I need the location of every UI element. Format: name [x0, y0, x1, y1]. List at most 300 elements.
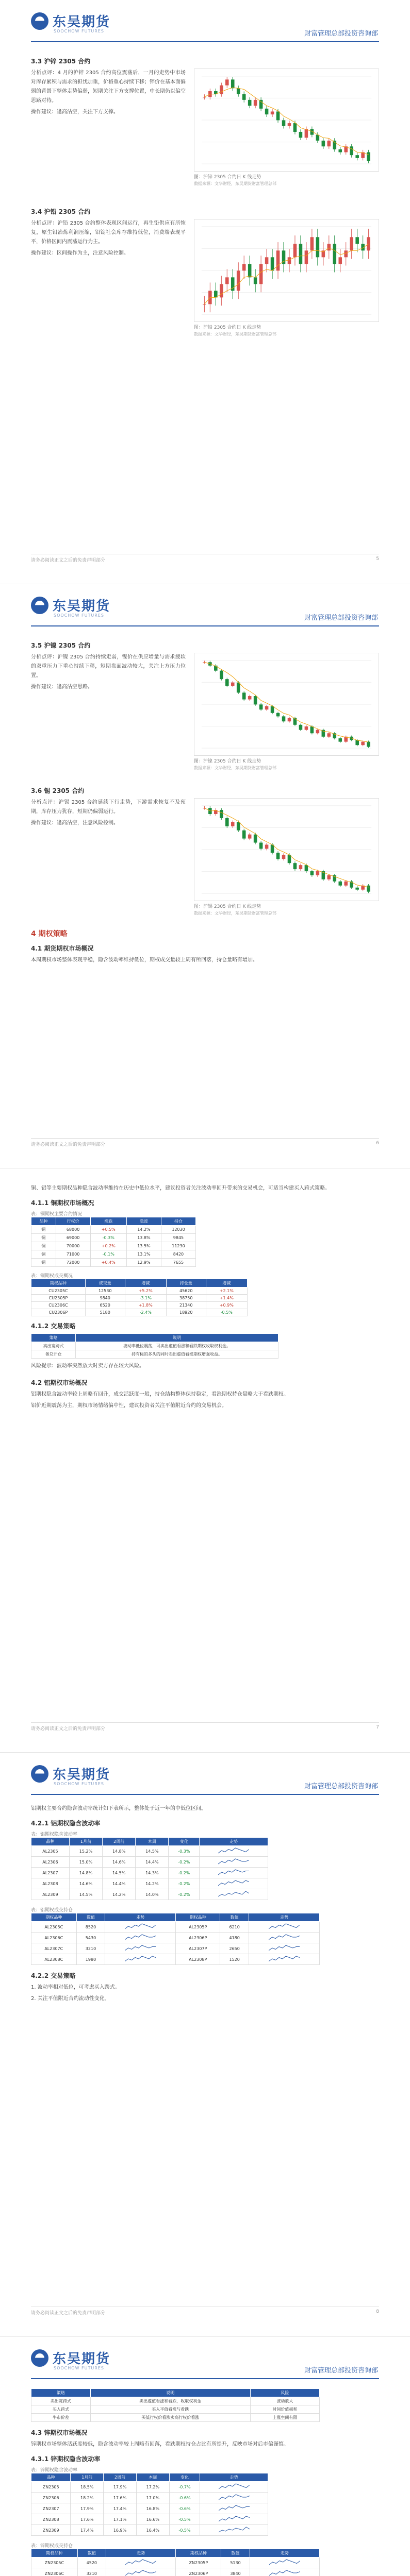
page-header: [0, 584, 410, 634]
sub-heading: 4.3 锌期权市场概况: [31, 2429, 88, 2436]
table-header-cell: 数值: [220, 1913, 249, 1922]
copper-options-table: [31, 1217, 196, 1267]
table-cell: 17.9%: [71, 2503, 104, 2514]
strategy-text: 操作建议：逢高沽空，注意风险控制。: [31, 820, 119, 826]
table-cell: AL2309: [31, 1889, 70, 1900]
sparkline: [269, 1955, 300, 1962]
table-row: [31, 2525, 268, 2536]
table-cell: -0.2%: [169, 1878, 200, 1889]
table-cell: 14.2%: [103, 1889, 136, 1900]
candle-body: [305, 726, 308, 730]
table-cell: 卖出宽跨式: [31, 1342, 76, 1350]
table-row: [31, 1954, 320, 1965]
table-row: [31, 1922, 320, 1933]
sparkline: [219, 2515, 250, 2522]
table-row: [31, 1350, 278, 1359]
sparkline: [269, 2558, 300, 2566]
table-cell: ZN2305C: [31, 2557, 78, 2568]
page-footer: [31, 554, 379, 563]
table-cell: 波动率低位震荡，可卖出虚值看涨和看跌期权收取权利金。: [75, 1342, 278, 1350]
sparkline: [125, 1944, 156, 1952]
table-cell: [200, 1868, 268, 1878]
table-header-cell: 品种: [31, 2473, 71, 2482]
candle-body: [327, 733, 331, 737]
table-cell: AL2306P: [176, 1933, 220, 1943]
table-header-cell: 走势: [105, 1913, 176, 1922]
table-cell: AL2308: [31, 1878, 70, 1889]
table-cell: -0.5%: [206, 1309, 247, 1316]
analysis-text: 分析点评：沪铅 2305 合约整体表现区间运行，再生铅供应有所恢复，原生铅冶炼利润压缩，铅锭社会库存维持低位，消费端表现平平，价格区间内震荡运行为主。: [31, 221, 186, 245]
table-cell: -0.7%: [169, 2482, 200, 2493]
table-title: 表：铜期权成交概况: [31, 1274, 73, 1279]
table-header-cell: 本周: [136, 1838, 169, 1846]
table-cell: [249, 1933, 320, 1943]
header-divider: [31, 41, 379, 42]
table-cell: [200, 2493, 268, 2503]
page-7: [0, 1168, 410, 1753]
section-heading: 3.5 沪镍 2305 合约: [31, 642, 91, 649]
candle-body: [271, 111, 274, 114]
table-cell: +0.5%: [90, 1226, 126, 1234]
table-cell: 3210: [76, 1943, 105, 1954]
page-header: [0, 2337, 410, 2386]
table-cell: -0.5%: [169, 2514, 200, 2525]
candle-body: [293, 123, 297, 132]
table-cell: +0.9%: [206, 1302, 247, 1309]
table-cell: -2.4%: [125, 1309, 166, 1316]
candle-body: [276, 250, 280, 270]
section-heading: 3.4 沪铅 2305 合约: [31, 208, 91, 215]
page-number: 5: [376, 556, 379, 562]
table-cell: 17.0%: [136, 2493, 169, 2503]
candle-body: [327, 141, 331, 146]
table-cell: 9845: [161, 1234, 195, 1242]
candle-body: [237, 822, 240, 831]
table-cell: 持有标的多头的同时卖出虚值看涨期权增强收益。: [75, 1350, 278, 1359]
table-cell: +1.4%: [206, 1295, 247, 1302]
candle-body: [254, 696, 257, 704]
strategy-table: [31, 2388, 320, 2422]
candle-body: [231, 822, 235, 826]
sparkline: [269, 1934, 300, 1941]
table-cell: 69000: [56, 1234, 90, 1242]
chart-source: 数据来源：文华财经，东吴期货财富管理总部: [194, 181, 276, 186]
table-row: [31, 1309, 248, 1316]
company-logo: 东吴期货 SOOCHOW FUTURES: [31, 1764, 110, 1783]
candle-body: [259, 264, 263, 284]
paragraph: 铝价近期震荡为主，期权市场情绪偏中性，建议投资者关注平值附近合约的交易机会。: [31, 1403, 227, 1409]
candle-body: [282, 120, 286, 126]
table-cell: [249, 1922, 320, 1933]
moving-average-line: [204, 244, 368, 304]
sparkline: [125, 1923, 156, 1930]
sparkline: [219, 2526, 250, 2533]
candle-body: [333, 141, 336, 149]
candle-body: [322, 141, 325, 146]
table-row: [31, 1259, 196, 1267]
table-header-cell: 说明: [90, 2389, 250, 2397]
table-cell: ZN2305P: [176, 2557, 221, 2568]
table-header-cell: 走势: [200, 1838, 268, 1846]
table-header-cell: 期权品种: [176, 2549, 221, 2557]
sparkline: [125, 1934, 156, 1941]
candle-body: [265, 257, 269, 264]
candle-body: [248, 100, 252, 106]
table-cell: 13.5%: [126, 1242, 161, 1250]
candle-body: [288, 257, 291, 264]
table-cell: [200, 1878, 268, 1889]
table-cell: 16.6%: [136, 2514, 169, 2525]
table-cell: 14.0%: [136, 1889, 169, 1900]
candle-body: [327, 244, 331, 250]
candle-body: [350, 146, 353, 155]
table-cell: 牛市价差: [31, 2414, 91, 2422]
table-header-cell: 隐波: [126, 1217, 161, 1226]
candle-body: [242, 264, 246, 270]
chart-caption: 图：沪锡 2305 合约日 K 线走势: [194, 904, 261, 909]
table-cell: 14.5%: [136, 1846, 169, 1857]
analysis-text: 分析点评：4 月的沪锌 2305 合约高位震荡后，一月的走势中市场对库存累积与需求的担忧加重，价格重心持续下移；锌价在基本面偏弱的背景下整体走势偏弱，短期关注下方支撑位置，中长期仍以偏空思路对待。: [31, 70, 186, 104]
table-header-cell: 期权品种: [176, 1913, 220, 1922]
table-cell: 18.2%: [71, 2493, 104, 2503]
table-cell: 14.4%: [136, 1857, 169, 1868]
table-title: 表：锌期权隐含波动率: [31, 2468, 78, 2473]
list-item: 2. 关注平值附近合约流动性变化。: [31, 1996, 110, 2002]
candle-body: [367, 742, 370, 747]
table-cell: [105, 1943, 176, 1954]
table-header-cell: 品种: [31, 1838, 70, 1846]
paragraph: 铜、铝等主要期权品种隐含波动率维持在历史中低位水平，建议投资者关注波动率回升带来的交易机会，可适当构建买入跨式策略。: [31, 1185, 330, 1191]
sparkline: [125, 1955, 156, 1962]
candle-body: [242, 692, 246, 699]
table-row: [31, 2397, 320, 2405]
table-cell: [200, 2503, 268, 2514]
sparkline: [269, 2569, 300, 2576]
sparkline: [218, 1869, 249, 1876]
table-cell: [250, 2557, 319, 2568]
table-row: [31, 1846, 268, 1857]
table-header-cell: 增减: [206, 1279, 247, 1287]
candle-body: [231, 79, 235, 88]
table-cell: 波动放大: [250, 2397, 319, 2405]
header-title: 财富管理总部投资咨询部: [304, 1783, 378, 1790]
table-cell: 8520: [76, 1922, 105, 1933]
chart-source: 数据来源：文华财经，东吴期货财富管理总部: [194, 911, 276, 916]
table-cell: 1980: [76, 1954, 105, 1965]
candle-body: [276, 713, 280, 717]
table-cell: 17.6%: [104, 2493, 137, 2503]
table-header-cell: 数值: [76, 1913, 105, 1922]
logo-icon: [31, 2349, 48, 2367]
table-cell: 15.2%: [69, 1846, 102, 1857]
candle-body: [242, 831, 246, 839]
page-footer: [31, 1138, 379, 1147]
table-cell: ZN2306C: [31, 2568, 78, 2576]
sub-heading: 4.2.1 铝期权隐含波动率: [31, 1820, 101, 1827]
table-cell: 14.5%: [69, 1889, 102, 1900]
table-cell: 卖出虚值看涨和看跌，收取权利金: [90, 2397, 250, 2405]
table-row: [31, 2557, 320, 2568]
sparkline: [218, 1879, 249, 1887]
candle-body: [254, 277, 257, 284]
candle-body: [338, 738, 342, 742]
table-cell: 3840: [221, 2568, 250, 2576]
table-cell: ZN2306: [31, 2493, 71, 2503]
table-cell: -0.5%: [169, 2525, 200, 2536]
company-logo: 东吴期货 SOOCHOW FUTURES: [31, 11, 110, 30]
candle-body: [333, 244, 336, 264]
candle-body: [220, 810, 223, 818]
candle-body: [248, 696, 252, 700]
candle-body: [305, 250, 308, 264]
candle-body: [355, 155, 359, 158]
header-divider: [31, 2378, 379, 2379]
table-header-cell: 涨跌: [90, 1217, 126, 1226]
zinc-volume-table: [31, 2549, 320, 2576]
moving-average-line: [204, 662, 368, 742]
table-cell: [200, 2514, 268, 2525]
chart-caption: 图：沪镍 2305 合约日 K 线走势: [194, 759, 261, 764]
table-header-cell: 风险: [250, 2389, 319, 2397]
table-cell: [249, 1943, 320, 1954]
page-8: [0, 1753, 410, 2337]
table-header-cell: 策略: [31, 1334, 76, 1342]
table-cell: ZN2305: [31, 2482, 71, 2493]
table-cell: [106, 2568, 175, 2576]
table-header-cell: 成交量: [85, 1279, 125, 1287]
header-divider: [31, 1794, 379, 1795]
table-cell: [105, 1922, 176, 1933]
table-header-cell: 1月前: [69, 1838, 102, 1846]
table-cell: AL2307P: [176, 1943, 220, 1954]
table-cell: 7655: [161, 1259, 195, 1267]
table-row: [31, 2414, 320, 2422]
table-cell: 15.0%: [69, 1857, 102, 1868]
table-cell: AL2306C: [31, 1933, 77, 1943]
table-cell: [250, 2568, 319, 2576]
table-row: [31, 1295, 248, 1302]
sparkline: [269, 1944, 300, 1952]
candle-body: [254, 100, 257, 106]
sparkline: [125, 2558, 156, 2566]
table-cell: -0.1%: [90, 1250, 126, 1259]
table-cell: 14.8%: [103, 1846, 136, 1857]
table-cell: 备兑开仓: [31, 1350, 76, 1359]
table-cell: 5430: [76, 1933, 105, 1943]
strategy-table: [31, 1333, 278, 1359]
copper-volume-table: [31, 1279, 248, 1316]
table-cell: +0.4%: [90, 1259, 126, 1267]
candle-body: [293, 244, 297, 257]
candle-body: [214, 291, 218, 297]
candle-body: [265, 109, 269, 114]
table-cell: 14.5%: [103, 1868, 136, 1878]
table-cell: -0.3%: [90, 1234, 126, 1242]
lead-kline-chart: [194, 219, 379, 322]
candle-body: [248, 264, 252, 277]
table-cell: -0.6%: [169, 2493, 200, 2503]
candle-body: [344, 882, 348, 886]
strategy-text: 操作建议：区间操作为主，注意风险控制。: [31, 250, 129, 256]
table-header-cell: 期权品种: [31, 2549, 78, 2557]
table-cell: AL2305: [31, 1846, 70, 1857]
table-cell: [200, 1889, 268, 1900]
candle-body: [293, 718, 297, 725]
sub-heading: 4.1.2 交易策略: [31, 1323, 76, 1330]
page-number: 6: [376, 1141, 379, 1146]
table-cell: 3210: [77, 2568, 106, 2576]
candle-body: [338, 149, 342, 152]
table-cell: ZN2308: [31, 2514, 71, 2525]
table-cell: +2.1%: [206, 1287, 247, 1295]
footer-disclaimer: 请务必阅读正文之后的免责声明部分: [31, 558, 106, 563]
table-cell: -0.2%: [169, 1857, 200, 1868]
table-cell: +0.2%: [90, 1242, 126, 1250]
sparkline: [218, 1890, 249, 1897]
table-header-cell: 策略: [31, 2389, 91, 2397]
sparkline: [218, 1847, 249, 1854]
page-6: [0, 584, 410, 1168]
table-header-cell: 1月前: [71, 2473, 104, 2482]
table-cell: 6210: [220, 1922, 249, 1933]
table-header-cell: 变化: [169, 2473, 200, 2482]
table-row: [31, 2405, 320, 2414]
table-cell: 17.6%: [71, 2514, 104, 2525]
page-footer: [31, 2307, 379, 2316]
table-cell: -3.1%: [125, 1295, 166, 1302]
analysis-text: 分析点评：沪锡 2305 合约延续下行走势，下游需求恢复不及预期，库存压力犹存，短期仍偏弱运行。: [31, 800, 186, 815]
candle-body: [305, 865, 308, 871]
candle-body: [310, 237, 314, 250]
table-title: 表：锌期权成交持仓: [31, 2544, 73, 2549]
table-cell: 14.2%: [126, 1226, 161, 1234]
table-cell: 68000: [56, 1226, 90, 1234]
table-header-cell: 行权价: [56, 1217, 90, 1226]
header-title: 财富管理总部投资咨询部: [304, 614, 378, 622]
table-cell: 72000: [56, 1259, 90, 1267]
candle-body: [299, 865, 303, 869]
table-cell: [105, 1933, 176, 1943]
table-cell: 14.8%: [69, 1868, 102, 1878]
table-cell: 14.3%: [136, 1868, 169, 1878]
chart-source: 数据来源：文华财经，东吴期货财富管理总部: [194, 766, 276, 770]
zinc-kline-chart: [194, 69, 379, 172]
moving-average-line: [204, 808, 368, 887]
table-cell: CU2305C: [31, 1287, 86, 1295]
table-cell: 13.8%: [126, 1234, 161, 1242]
table-cell: CU2306P: [31, 1309, 86, 1316]
sparkline: [219, 2504, 250, 2512]
table-row: [31, 1868, 268, 1878]
candle-body: [293, 863, 297, 869]
table-cell: ZN2306P: [176, 2568, 221, 2576]
candle-body: [316, 730, 320, 734]
candle-body: [288, 718, 291, 722]
table-cell: 70000: [56, 1242, 90, 1250]
table-cell: 5130: [221, 2557, 250, 2568]
sub-heading: 4.3.1 锌期权隐含波动率: [31, 2455, 101, 2463]
table-cell: 11230: [161, 1242, 195, 1250]
table-row: [31, 2503, 268, 2514]
table-cell: +5.2%: [125, 1287, 166, 1295]
section-heading: 3.6 锡 2305 合约: [31, 787, 85, 794]
candle-body: [271, 257, 274, 270]
table-cell: 上涨空间有限: [250, 2414, 319, 2422]
table-cell: [200, 2482, 268, 2493]
page-footer: [31, 1722, 379, 1732]
candle-body: [282, 855, 286, 859]
table-header-cell: 期权品种: [31, 1279, 86, 1287]
candle-body: [259, 100, 263, 109]
candle-body: [310, 726, 314, 733]
table-row: [31, 1878, 268, 1889]
table-header-cell: 走势: [200, 2473, 268, 2482]
table-cell: 38750: [166, 1295, 206, 1302]
table-cell: +1.8%: [125, 1302, 166, 1309]
candle-body: [316, 237, 320, 257]
zinc-iv-table: [31, 2473, 268, 2536]
table-row: [31, 2568, 320, 2576]
table-cell: 14.6%: [103, 1857, 136, 1868]
table-cell: 14.6%: [69, 1878, 102, 1889]
header-title: 财富管理总部投资咨询部: [304, 2367, 378, 2375]
candle-body: [316, 871, 320, 875]
table-cell: 6520: [85, 1302, 125, 1309]
candle-body: [299, 725, 303, 730]
candle-body: [237, 88, 240, 94]
table-row: [31, 1857, 268, 1868]
sparkline: [219, 2494, 250, 2501]
table-cell: 时间价值损耗: [250, 2405, 319, 2414]
aluminum-volume-table: [31, 1913, 320, 1965]
table-row: [31, 1287, 248, 1295]
analysis-text: 分析点评：沪镍 2305 合约持续走弱，镍价在供应增量与需求疲软的双重压力下重心持续下移，短期盘面波动较大，关注上方压力位置。: [31, 654, 186, 679]
table-cell: 2650: [220, 1943, 249, 1954]
candle-body: [344, 250, 348, 257]
table-header-cell: 数值: [221, 2549, 250, 2557]
table-cell: 铜: [31, 1242, 56, 1250]
table-cell: -0.2%: [169, 1868, 200, 1878]
table-cell: 铜: [31, 1250, 56, 1259]
table-header-cell: 期权品种: [31, 1913, 77, 1922]
candle-body: [305, 129, 308, 138]
table-row: [31, 1250, 196, 1259]
table-header-cell: 本周: [136, 2473, 169, 2482]
table-cell: AL2307C: [31, 1943, 77, 1954]
table-cell: 卖出宽跨式: [31, 2397, 91, 2405]
table-header-cell: 2周前: [104, 2473, 137, 2482]
candle-body: [276, 853, 280, 859]
table-cell: 4180: [220, 1933, 249, 1943]
logo-icon: [31, 12, 48, 30]
table-row: [31, 1234, 196, 1242]
table-cell: 12030: [161, 1226, 195, 1234]
table-row: [31, 1943, 320, 1954]
page-5: [0, 0, 410, 584]
table-header-cell: 持仓: [161, 1217, 195, 1226]
table-cell: 铜: [31, 1259, 56, 1267]
company-logo: 东吴期货 SOOCHOW FUTURES: [31, 596, 110, 615]
table-cell: [200, 1857, 268, 1868]
table-cell: 13.1%: [126, 1250, 161, 1259]
candle-body: [259, 843, 263, 849]
candle-body: [338, 257, 342, 264]
header-title: 财富管理总部投资咨询部: [304, 30, 378, 38]
table-cell: 45620: [166, 1287, 206, 1295]
candle-body: [231, 683, 235, 686]
table-cell: 12530: [85, 1287, 125, 1295]
candle-body: [242, 94, 246, 100]
